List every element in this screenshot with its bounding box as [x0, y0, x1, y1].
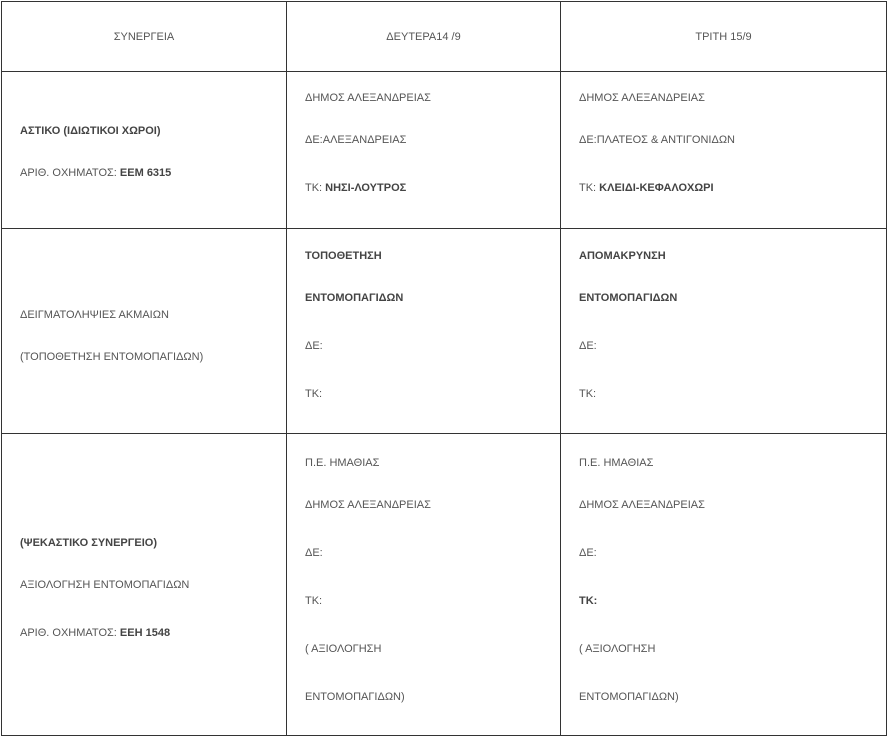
task-note: (ΤΟΠΟΘΕΤΗΣΗ ΕΝΤΟΜΟΠΑΓΙΔΩΝ)	[20, 351, 204, 363]
de-text: ΔΕ:	[579, 546, 597, 559]
tk-text: ΤΚ:	[579, 594, 598, 607]
header-monday	[287, 2, 561, 72]
team-name: ΑΣΤΙΚΟ (ΙΔΙΩΤΙΚΟΙ ΧΩΡΟΙ)	[20, 125, 161, 137]
tuesday-cell	[561, 434, 887, 736]
note-text: ΕΝΤΟΜΟΠΑΓΙΔΩΝ)	[579, 690, 679, 703]
team-cell	[2, 434, 287, 736]
header-teams-label: ΣΥΝΕΡΓΕΙΑ	[113, 30, 175, 43]
municipality-text: ΔΗΜΟΣ ΑΛΕΞΑΝΔΡΕΙΑΣ	[579, 92, 705, 104]
tk-text: ΤΚ:	[305, 594, 323, 607]
header-row	[2, 2, 887, 72]
monday-cell	[287, 229, 561, 434]
table-row	[2, 434, 887, 736]
vehicle-label: ΑΡΙΘ. ΟΧΗΜΑΤΟΣ:	[20, 167, 120, 179]
tk-value: ΚΛΕΙΔΙ-ΚΕΦΑΛΟΧΩΡΙ	[599, 182, 714, 194]
vehicle-label: ΑΡΙΘ. ΟΧΗΜΑΤΟΣ:	[20, 626, 120, 639]
tk-label: ΤΚ:	[305, 182, 326, 194]
vehicle-plate: ΕΕΗ 1548	[119, 626, 171, 639]
header-tuesday	[561, 2, 887, 72]
de-text: ΔΕ:	[305, 546, 323, 559]
team-cell	[2, 229, 287, 434]
tk-text: ΤΚ:	[579, 388, 597, 400]
vehicle-info	[20, 626, 268, 640]
action-text: ΑΠΟΜΑΚΡΥΝΣΗ	[579, 250, 666, 262]
municipality-text: ΔΗΜΟΣ ΑΛΕΞΑΝΔΡΕΙΑΣ	[579, 498, 705, 511]
header-teams	[2, 2, 287, 72]
table-row	[2, 72, 887, 229]
note-text: ( ΑΞΙΟΛΟΓΗΣΗ	[305, 642, 382, 655]
action-text: ΤΟΠΟΘΕΤΗΣΗ	[305, 250, 382, 262]
tk-value: ΝΗΣΙ-ΛΟΥΤΡΟΣ	[325, 182, 407, 194]
action-text: ΕΝΤΟΜΟΠΑΓΙΔΩΝ	[579, 292, 678, 304]
team-name: (ΨΕΚΑΣΤΙΚΟ ΣΥΝΕΡΓΕΙΟ)	[20, 536, 157, 549]
tk-label: ΤΚ:	[579, 182, 600, 194]
tk-text: ΤΚ:	[305, 388, 323, 400]
vehicle-info	[20, 166, 268, 180]
header-tuesday-label: ΤΡΙΤΗ 15/9	[695, 30, 752, 43]
tuesday-cell	[561, 229, 887, 434]
task-text: ΑΞΙΟΛΟΓΗΣΗ ΕΝΤΟΜΟΠΑΓΙΔΩΝ	[20, 578, 190, 591]
schedule-table	[1, 1, 887, 736]
table-row	[2, 229, 887, 434]
de-text: ΔΕ:	[305, 340, 323, 352]
vehicle-plate: ΕΕΜ 6315	[119, 167, 172, 179]
municipality-text: ΔΗΜΟΣ ΑΛΕΞΑΝΔΡΕΙΑΣ	[305, 92, 431, 104]
tk-text	[305, 181, 542, 195]
de-text: ΔΕ:ΠΛΑΤΕΟΣ & ΑΝΤΙΓΟΝΙΔΩΝ	[579, 134, 735, 146]
header-monday-label: ΔΕΥΤΕΡΑ14 /9	[386, 30, 461, 43]
tk-text	[579, 181, 868, 195]
tuesday-cell	[561, 72, 887, 229]
municipality-text: ΔΗΜΟΣ ΑΛΕΞΑΝΔΡΕΙΑΣ	[305, 498, 431, 511]
region-text: Π.Ε. ΗΜΑΘΙΑΣ	[305, 456, 380, 469]
action-text: ΕΝΤΟΜΟΠΑΓΙΔΩΝ	[305, 292, 404, 304]
region-text: Π.Ε. ΗΜΑΘΙΑΣ	[579, 456, 654, 469]
de-text: ΔΕ:ΑΛΕΞΑΝΔΡΕΙΑΣ	[305, 134, 407, 146]
note-text: ΕΝΤΟΜΟΠΑΓΙΔΩΝ)	[305, 690, 405, 703]
note-text: ( ΑΞΙΟΛΟΓΗΣΗ	[579, 642, 656, 655]
task-text: ΔΕΙΓΜΑΤΟΛΗΨΙΕΣ ΑΚΜΑΙΩΝ	[20, 309, 169, 321]
monday-cell	[287, 72, 561, 229]
de-text: ΔΕ:	[579, 340, 597, 352]
team-cell	[2, 72, 287, 229]
monday-cell	[287, 434, 561, 736]
